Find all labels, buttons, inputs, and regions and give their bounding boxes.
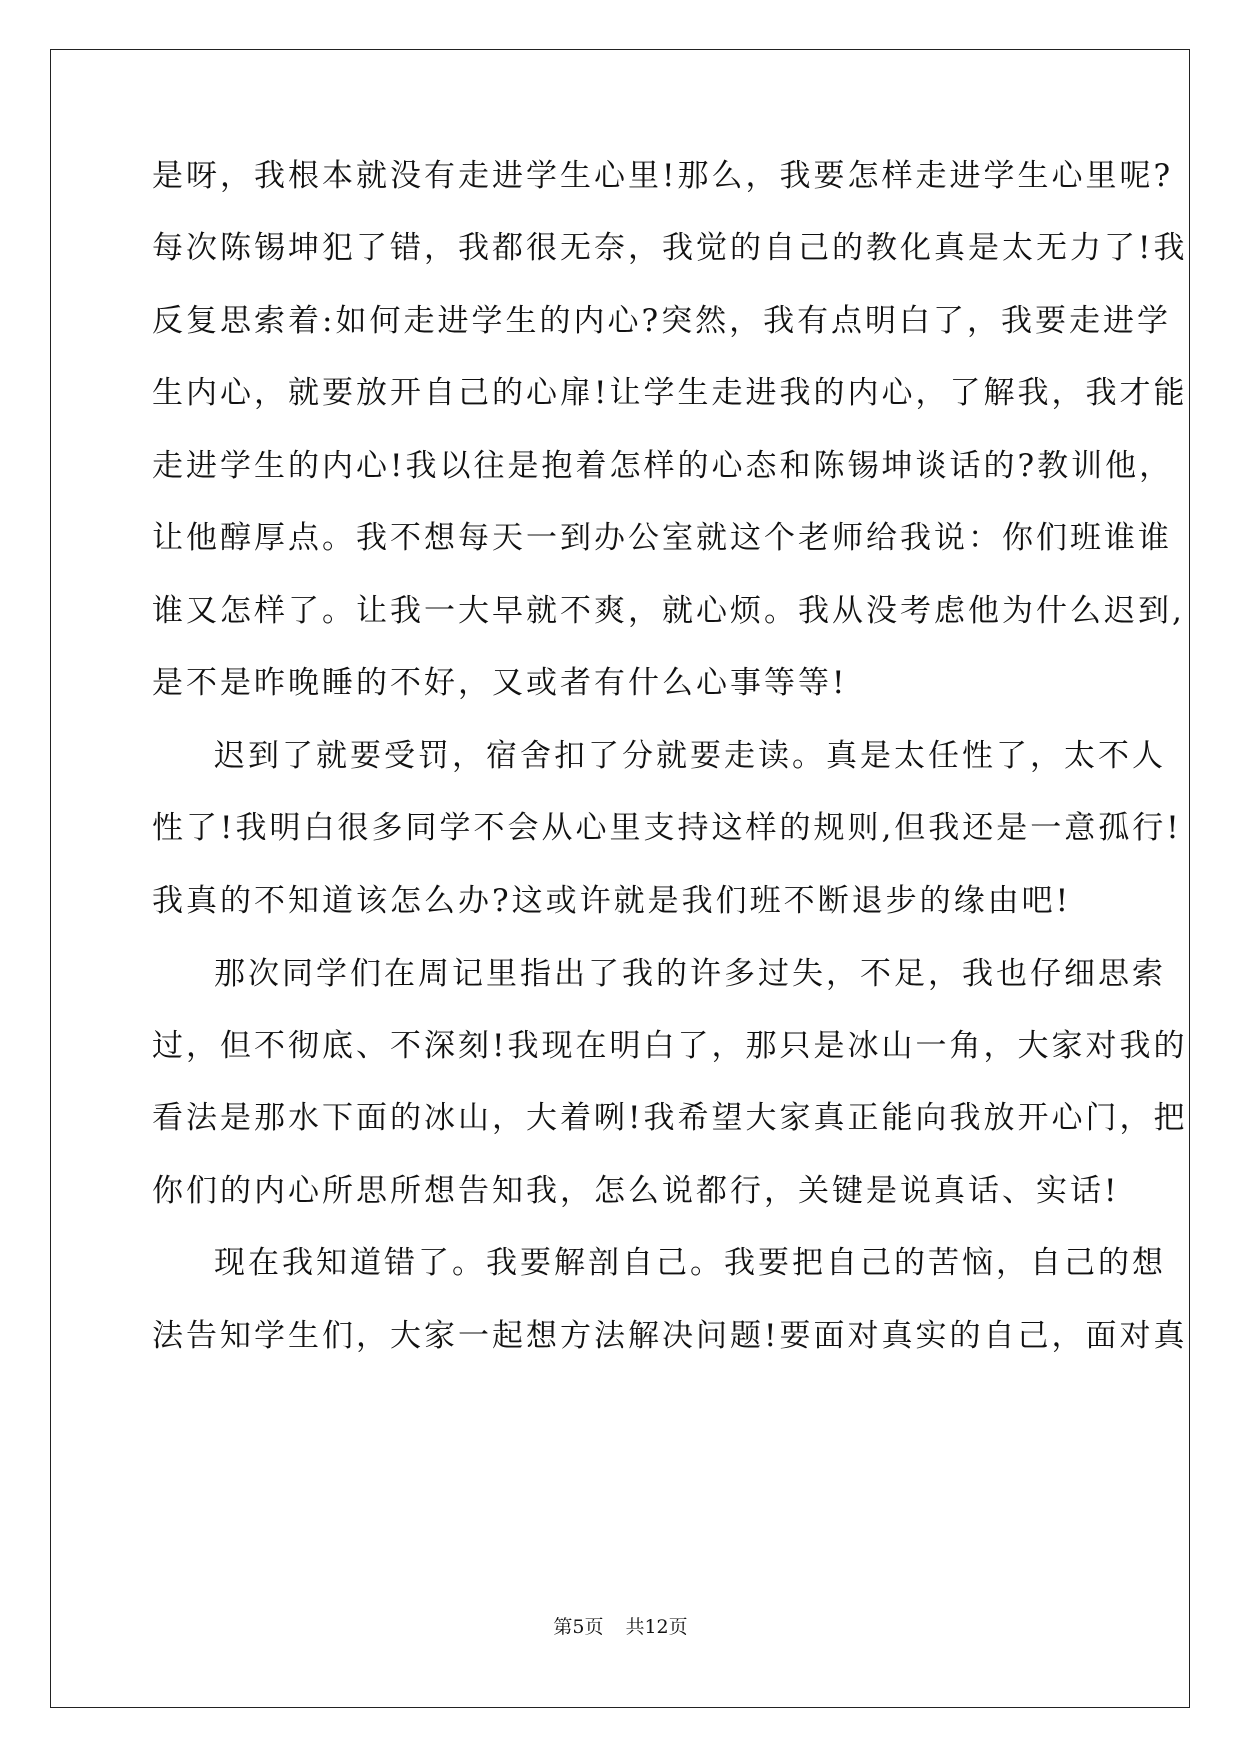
text-line: 看法是那水下面的冰山，大着咧!我希望大家真正能向我放开心门，把 [152,1100,1188,1136]
page-number: 第5页 [553,1616,604,1638]
text-line: 法告知学生们，大家一起想方法解决问题!要面对真实的自己，面对真 [152,1318,1188,1354]
text-line: 生内心，就要放开自己的心扉!让学生走进我的内心，了解我，我才能 [152,375,1188,411]
page-total: 共12页 [625,1616,688,1638]
page-border [50,49,1190,1708]
text-line: 性了!我明白很多同学不会从心里支持这样的规则,但我还是一意孤行! [152,810,1182,846]
text-line: 让他醇厚点。我不想每天一到办公室就这个老师给我说：你们班谁谁 [152,520,1172,556]
text-line: 过，但不彻底、不深刻!我现在明白了，那只是冰山一角，大家对我的 [152,1028,1188,1064]
text-line: 每次陈锡坤犯了错，我都很无奈，我觉的自己的教化真是太无力了!我 [152,230,1188,266]
text-line: 是不是昨晚睡的不好，又或者有什么心事等等! [152,665,848,701]
page-footer [0,1612,1241,1639]
text-line: 走进学生的内心!我以往是抱着怎样的心态和陈锡坤谈话的?教训他， [152,448,1174,484]
text-line: 我真的不知道该怎么办?这或许就是我们班不断退步的缘由吧! [152,883,1072,919]
text-line: 你们的内心所思所想告知我，怎么说都行，关键是说真话、实话! [152,1173,1120,1209]
text-line: 谁又怎样了。让我一大早就不爽，就心烦。我从没考虑他为什么迟到, [152,593,1185,629]
paragraph-first-line: 那次同学们在周记里指出了我的许多过失，不足，我也仔细思索 [214,956,1166,992]
text-line: 反复思索着:如何走进学生的内心?突然，我有点明白了，我要走进学 [152,303,1172,339]
paragraph-first-line: 现在我知道错了。我要解剖自己。我要把自己的苦恼，自己的想 [214,1245,1166,1281]
text-line: 是呀，我根本就没有走进学生心里!那么，我要怎样走进学生心里呢? [152,158,1174,194]
paragraph-first-line: 迟到了就要受罚，宿舍扣了分就要走读。真是太任性了，太不人 [214,738,1166,774]
